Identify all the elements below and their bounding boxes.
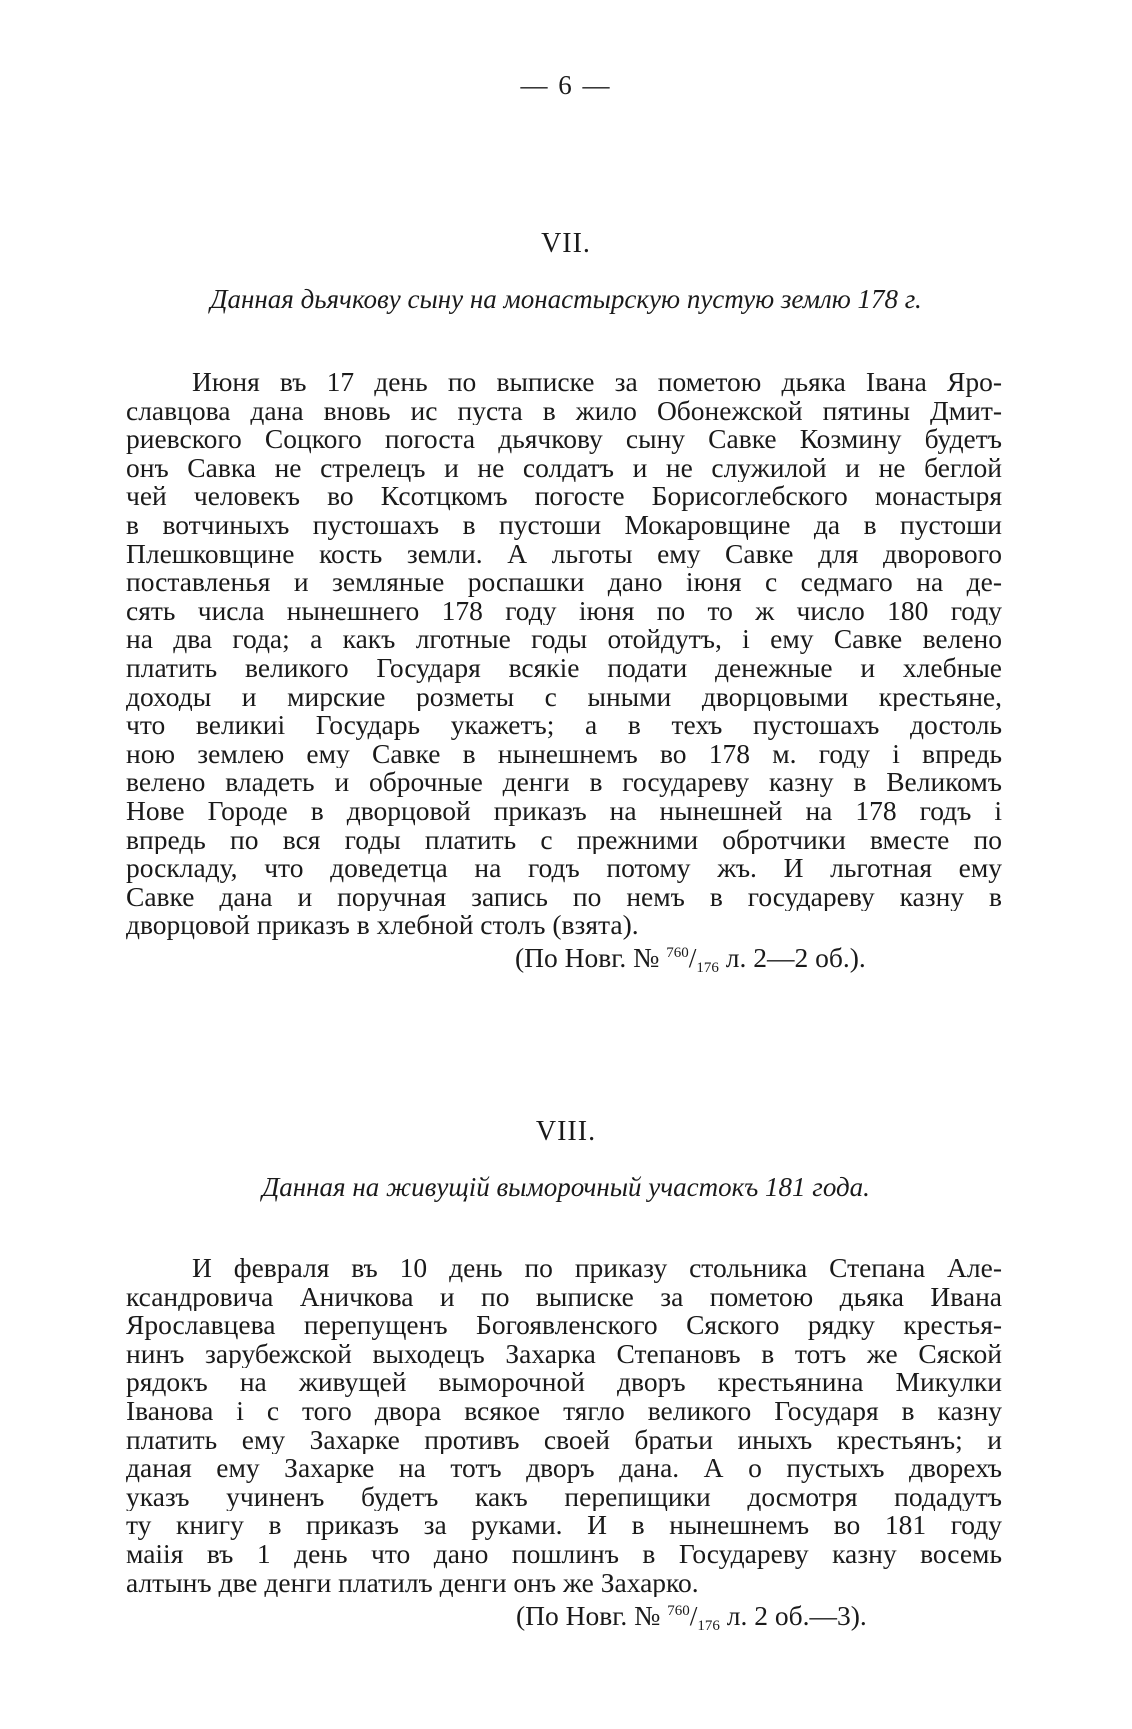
text-line: рядокъ на живущей выморочной дворъ крестьянина Микулки [126,1368,1002,1397]
text-line: дворцовой приказъ в хлебной столъ (взята). [126,911,639,940]
fraction-numerator: 760 [666,945,689,961]
text-line: Ярославцева перепущенъ Богоявленского Сяского рядку крестья- [126,1311,1002,1340]
text-line: славцова дана вновь ис пуста в жило Обонежской пятины Дмит- [126,396,1002,426]
text-line: поставленья и земляные роспашки дано іюня с седмаго на де- [126,568,1002,597]
text-line: Июня въ 17 день по выписке за пометою дьяка Івана Яро- [192,368,1002,397]
text-line: риевского Соцкого погоста дьячкову сыну Савке Козмину будетъ [126,425,1002,454]
text-line: что великиі Государь укажетъ; а в техъ пустошахъ достоль [126,711,1002,740]
text-line: И февраля въ 10 день по приказу стольника Степана Але- [192,1254,1002,1283]
text-line: Савке дана и поручная запись по немъ в государеву казну в [126,882,1002,912]
text-line: нинъ зарубежской выходецъ Захарка Степановъ в тотъ же Сяской [126,1339,1002,1369]
fraction-numerator: 760 [667,1603,690,1619]
text-line: алтынъ две денги платилъ денги онъ же Захарко. [126,1568,699,1598]
source-suffix: л. 2—2 об.). [725,942,866,973]
text-line: на два года; а какъ лготные годы отойдутъ, і ему Савке велено [126,625,1002,654]
text-line: в вотчиныхъ пустошахъ в пустоши Мокаровщине да в пустоши [126,510,1002,540]
text-line: Плешковщине кость земли. А льготы ему Савке для дворового [126,539,1002,569]
text-line: ту книгу в приказъ за руками. И в нынешнемъ во 181 году [126,1511,1002,1540]
section-vii-body [126,368,1002,940]
fraction-denominator: 176 [697,1618,720,1634]
text-line: маіія въ 1 день что дано пошлинъ в Государеву казну восемь [126,1539,1002,1569]
section-viii-source [516,1600,867,1635]
fraction-denominator: 176 [696,960,719,976]
text-line: доходы и мирские розметы с ыными дворцовыми крестьяне, [126,682,1002,712]
section-vii-number: VII. [541,228,591,259]
text-line: даная ему Захарке на тотъ дворъ дана. А о пустыхъ дворехъ [126,1454,1002,1483]
text-line: велено владеть и оброчные денги в государеву казну в Великомъ [126,768,1002,797]
source-suffix: л. 2 об.—3). [726,1600,867,1631]
text-line: указъ учиненъ будетъ какъ перепищики досмотря подадутъ [126,1482,1002,1512]
text-line: Іванова і с того двора всякое тягло великого Государя в казну [126,1396,1002,1426]
source-fraction: $^{760}$/176 [666,942,719,976]
text-line: ксандровича Аничкова и по выписке за пометою дьяка Ивана [126,1282,1002,1312]
text-line: впредь по вся годы платить с прежними обротчики вместе по [126,825,1002,855]
section-viii-number: VIII. [535,1116,597,1147]
text-line: платить ему Захарке противъ своей братьи иныхъ крестьянъ; и [126,1425,1002,1455]
section-vii-source [515,942,866,977]
text-line: онъ Савка не стрелецъ и не солдатъ и не служилой и не беглой [126,453,1002,483]
text-line: чей человекъ во Ксотцкомъ погосте Борисоглебского монастыря [126,482,1002,511]
section-viii-body [126,1254,1002,1597]
text-line: Нове Городе в дворцовой приказъ на нынешней на 178 годъ і [126,796,1002,826]
text-line: ною землею ему Савке в нынешнемъ во 178 м. году і впредь [126,739,1002,769]
section-viii-title: Данная на живущій выморочный участокъ 181 года. [262,1172,870,1202]
text-line: сять числа нынешнего 178 году іюня по то ж число 180 году [126,596,1002,626]
section-vii-title: Данная дьячкову сыну на монастырскую пустую землю 178 г. [210,284,922,314]
source-fraction: $^{760}$/176 [667,1600,720,1634]
text-line: платить великого Государя всякіе подати денежные и хлебные [126,653,1002,683]
source-prefix: (По Новг. № [515,942,660,973]
text-line: роскладу, что доведетца на годъ потому жъ. И льготная ему [126,854,1002,883]
page-number: — 6 — [520,70,612,100]
source-prefix: (По Новг. № [516,1600,661,1631]
